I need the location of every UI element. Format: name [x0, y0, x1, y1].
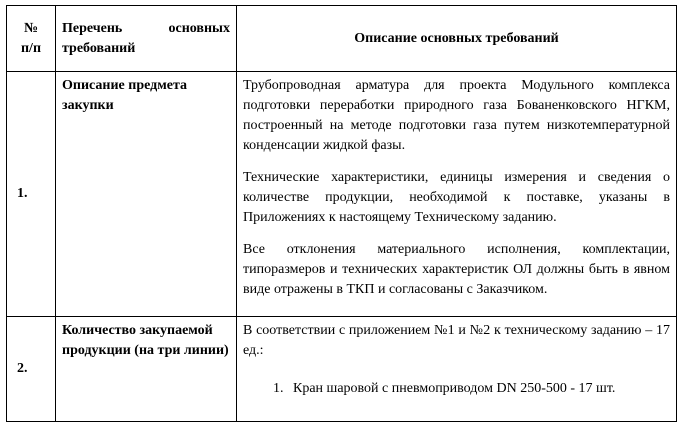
list-item-number: 1.	[273, 381, 284, 396]
list-item	[273, 379, 670, 399]
header-number-cell	[7, 6, 56, 72]
header-description-cell: Описание основных требований	[237, 6, 677, 72]
header-number-line1: №	[23, 21, 39, 36]
description-paragraph: Технические характеристики, единицы измерения и сведения о количестве продукции, необходимой к поставке, указаны в Приложениях к настоящему Техническому заданию.	[243, 170, 670, 225]
list-item-text: Кран шаровой с пневмоприводом DN 250-500 - 17 шт.	[293, 381, 616, 396]
row-criterion: Описание предмета закупки	[56, 72, 237, 317]
header-criteria-word1: Перечень	[62, 21, 123, 36]
header-number-line2: п/п	[20, 41, 42, 56]
header-criteria-cell	[56, 6, 237, 72]
table-row	[7, 72, 677, 317]
row-number: 2.	[7, 317, 56, 422]
row-description	[237, 317, 677, 422]
description-paragraph: Трубопроводная арматура для проекта Модульного комплекса подготовки переработки природного газа Бованенковского НГКМ, построенный на методе подготовки газа путем низкотемпературной конденсации жидкой фазы.	[243, 78, 670, 153]
description-paragraph: В соответствии с приложением №1 и №2 к техническому заданию – 17 ед.:	[243, 323, 670, 358]
row-number: 1.	[7, 72, 56, 317]
description-paragraph: Все отклонения материального исполнения, комплектации, типоразмеров и технических характеристик ОЛ должны быть в явном виде отражены в ТКП и согласованы с Заказчиком.	[243, 242, 670, 297]
requirements-table	[6, 5, 677, 422]
header-criteria-line2: требований	[62, 41, 136, 56]
table-row	[7, 317, 677, 422]
row-criterion: Количество закупаемой продукции (на три линии)	[56, 317, 237, 422]
header-criteria-word2: основных	[168, 21, 230, 36]
row-description	[237, 72, 677, 317]
table-header-row	[7, 6, 677, 72]
